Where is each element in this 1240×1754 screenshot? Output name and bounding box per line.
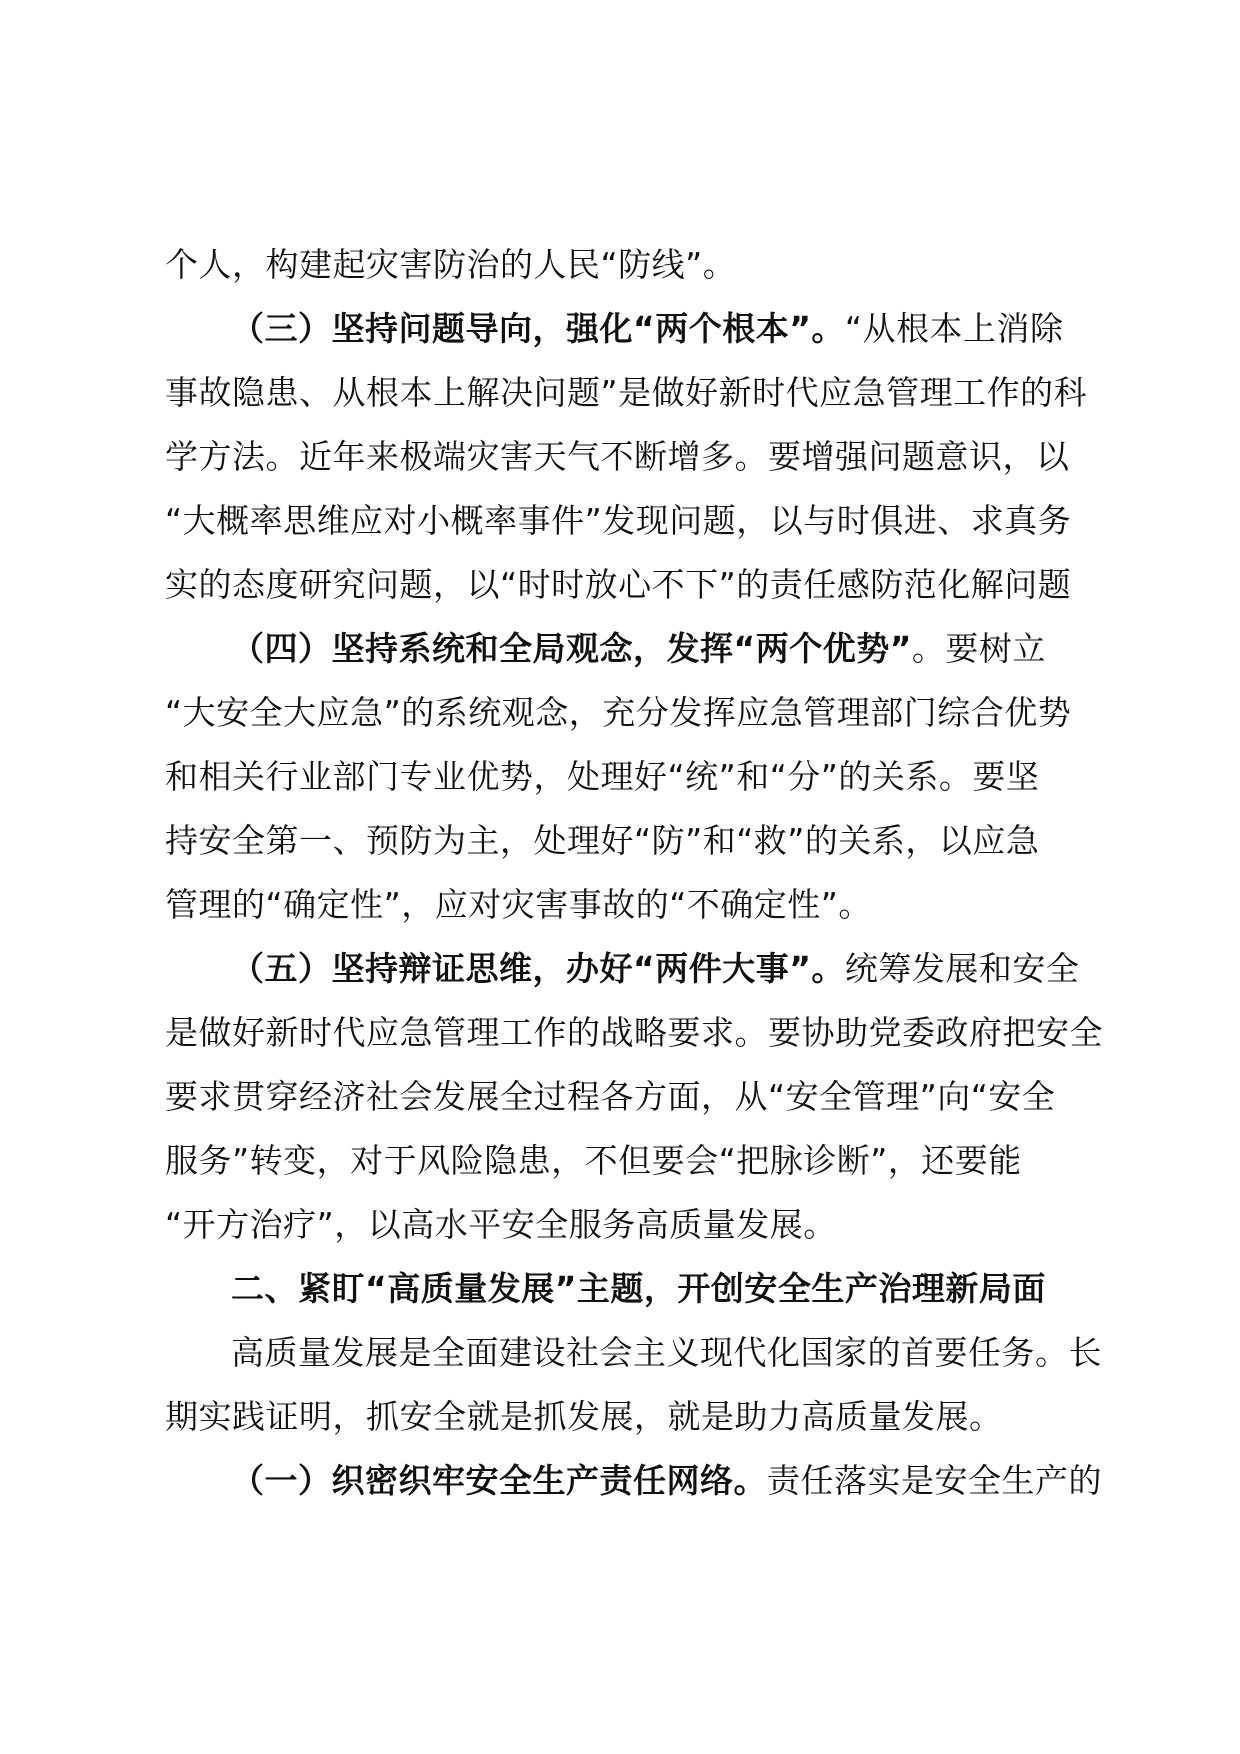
subheading-text: （四）坚持系统和全局观念，发挥“两个优势” — [231, 629, 912, 668]
text-run: “大安全大应急”的系统观念，充分发挥应急管理部门综合优势 — [165, 693, 1072, 732]
paragraph-line — [165, 745, 1095, 809]
text-run: 事故隐患、从根本上解决问题”是做好新时代应急管理工作的科 — [165, 373, 1088, 412]
text-run: 学方法。近年来极端灾害天气不断增多。要增强问题意识，以 — [165, 437, 1070, 476]
text-run: 实的态度研究问题，以“时时放心不下”的责任感防范化解问题 — [165, 565, 1072, 604]
paragraph-line — [165, 1385, 1095, 1449]
section-heading-text: 二、紧盯“高质量发展”主题，开创安全生产治理新局面 — [231, 1269, 1046, 1308]
text-run: 管理的“确定性”，应对灾害事故的“不确定性”。 — [165, 885, 872, 924]
paragraph-line — [165, 489, 1095, 553]
subheading-text: （一）织密织牢安全生产责任网络。 — [231, 1461, 767, 1500]
text-run: 。要树立 — [911, 629, 1046, 668]
text-run: 要求贯穿经济社会发展全过程各方面，从“安全管理”向“安全 — [165, 1077, 1056, 1116]
subheading-text: （五）坚持辩证思维，办好“两件大事”。 — [231, 949, 845, 988]
text-run: 期实践证明，抓安全就是抓发展，就是助力高质量发展。 — [165, 1397, 1003, 1436]
paragraph-line — [165, 553, 1095, 617]
text-run: 是做好新时代应急管理工作的战略要求。要协助党委政府把安全 — [165, 1013, 1103, 1052]
text-run: 持安全第一、预防为主，处理好“防”和“救”的关系，以应急 — [165, 821, 1040, 860]
paragraph-line — [165, 1065, 1095, 1129]
subheading-line — [165, 1449, 1161, 1513]
subheading-line — [165, 937, 1161, 1001]
text-run: “开方治疗”，以高水平安全服务高质量发展。 — [165, 1205, 837, 1244]
text-run: “大概率思维应对小概率事件”发现问题，以与时俱进、求真务 — [165, 501, 1072, 540]
paragraph-line — [165, 361, 1095, 425]
paragraph-line — [165, 873, 1095, 937]
text-run: 高质量发展是全面建设社会主义现代化国家的首要任务。长 — [231, 1333, 1102, 1372]
section-heading — [165, 1257, 1161, 1321]
paragraph-line — [165, 1193, 1095, 1257]
paragraph-line — [165, 425, 1095, 489]
text-run: 统筹发展和安全 — [844, 949, 1080, 988]
text-run: “从根本上消除 — [844, 309, 1064, 348]
text-run: 和相关行业部门专业优势，处理好“统”和“分”的关系。要坚 — [165, 757, 1040, 796]
paragraph-line — [165, 1129, 1095, 1193]
subheading-line — [165, 297, 1161, 361]
paragraph-line — [165, 681, 1095, 745]
text-run: 个人，构建起灾害防治的人民“防线”。 — [165, 245, 737, 284]
text-run: 责任落实是安全生产的 — [767, 1461, 1102, 1500]
paragraph-line — [165, 1001, 1103, 1065]
subheading-text: （三）坚持问题导向，强化“两个根本”。 — [231, 309, 845, 348]
text-run: 服务”转变，对于风险隐患，不但要会“把脉诊断”，还要能 — [165, 1141, 1022, 1180]
paragraph-line — [165, 1321, 1161, 1385]
subheading-line — [165, 617, 1161, 681]
paragraph-line — [165, 809, 1095, 873]
paragraph-line — [165, 233, 1095, 297]
